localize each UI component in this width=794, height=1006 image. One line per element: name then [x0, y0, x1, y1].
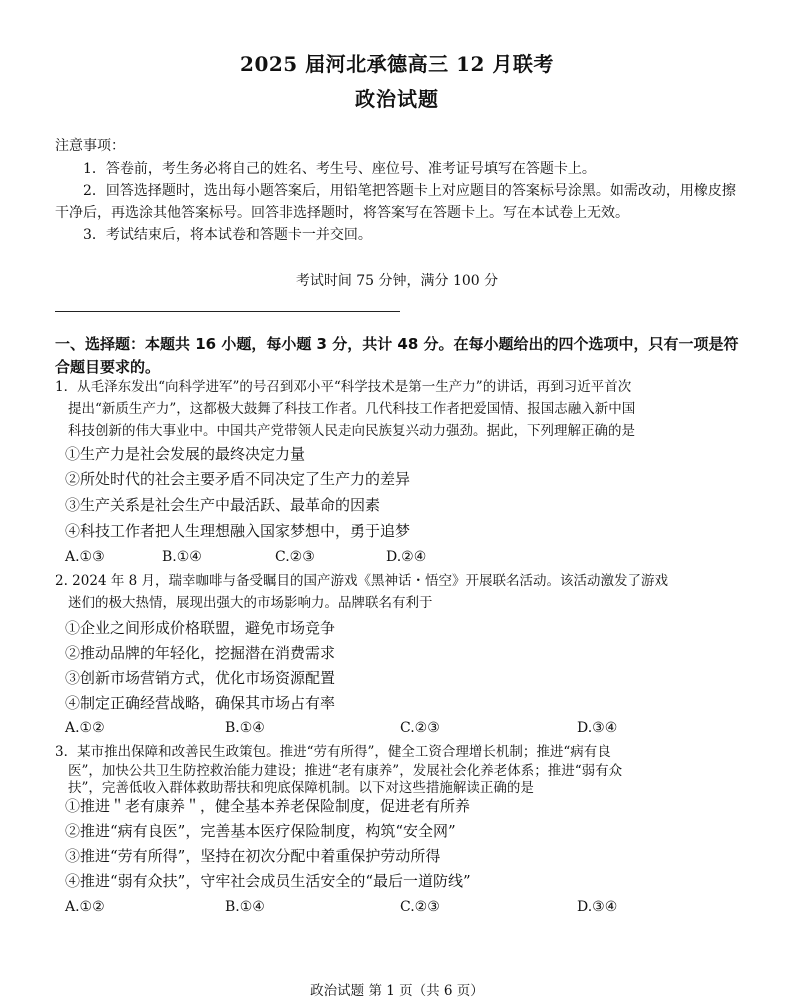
answer-choices: [65, 718, 745, 738]
question-option: ②推进“病有良医”，完善基本医疗保险制度，构筑“安全网”: [65, 822, 456, 840]
question-option: ③推进“劳有所得”，坚持在初次分配中着重保护劳动所得: [65, 847, 441, 865]
notice-item: 3．考试结束后，将本试卷和答题卡一并交回。: [83, 227, 372, 243]
notice-item: 1．答卷前，考生务必将自己的姓名、考生号、座位号、准考证号填写在答题卡上。: [83, 161, 596, 177]
question-option: ④推进“弱有众扶”，守牢社会成员生活安全的“最后一道防线”: [65, 872, 471, 890]
question-option: ③生产关系是社会生产中最活跃、最革命的因素: [65, 496, 381, 514]
choice-a: A.①③: [65, 549, 105, 565]
choice-d: D.③④: [577, 720, 618, 736]
choice-b: B.①④: [225, 720, 265, 736]
choice-b: B.①④: [162, 549, 202, 565]
choice-b: B.①④: [225, 899, 265, 915]
answer-choices: [65, 547, 745, 567]
divider-line: [55, 311, 400, 312]
question-stem-line: 2. 2024 年 8 月，瑞幸咖啡与备受瞩目的国产游戏《黑神话・悟空》开展联名活动。该活动激发了游戏: [55, 573, 668, 589]
question-option: ②推动品牌的年轻化，挖掘潜在消费需求: [65, 644, 336, 662]
question-stem-line: 提出“新质生产力”，这都极大鼓舞了科技工作者。几代科技工作者把爱国情、报国志融入新中国: [68, 401, 636, 417]
question-stem-line: 3．某市推出保障和改善民生政策包。推进“劳有所得”，健全工资合理增长机制；推进“病有良: [55, 744, 611, 760]
question-option: ①企业之间形成价格联盟，避免市场竞争: [65, 619, 336, 637]
answer-choices: [65, 897, 745, 917]
question-stem-line: 扶”，完善低收入群体救助帮扶和兜底保障机制。以下对这些措施解读正确的是: [68, 780, 534, 796]
notice-list: [55, 158, 745, 246]
question-option: ④制定正确经营战略，确保其市场占有率: [65, 694, 336, 712]
choice-d: D.②④: [386, 549, 427, 565]
section-heading: 一、选择题：本题共 16 小题，每小题 3 分，共计 48 分。在每小题给出的四个选项中，只有一项是符合题目要求的。: [55, 335, 739, 376]
choice-a: A.①②: [65, 899, 105, 915]
question-stem: [55, 570, 735, 614]
question-option: ①生产力是社会发展的最终决定力量: [65, 445, 306, 463]
question-option: ④科技工作者把人生理想融入国家梦想中，勇于追梦: [65, 522, 411, 540]
question-stem-line: 科技创新的伟大事业中。中国共产党带领人民走向民族复兴动力强劲。据此，下列理解正确的是: [68, 423, 635, 439]
choice-a: A.①②: [65, 720, 105, 736]
choice-d: D.③④: [577, 899, 618, 915]
question-option: ①推进＂老有康养＂，健全基本养老保险制度，促进老有所养: [65, 797, 471, 815]
exam-subject-title: 政治试题: [355, 87, 439, 111]
choice-c: C.②③: [400, 720, 440, 736]
question-stem-line: 迷们的极大热情，展现出强大的市场影响力。品牌联名有利于: [68, 595, 433, 611]
exam-title: 2025 届河北承德高三 12 月联考: [240, 52, 554, 76]
exam-time-info: 考试时间 75 分钟，满分 100 分: [295, 273, 499, 289]
notice-title: 注意事项：: [55, 138, 125, 154]
question-stem-line: 1．从毛泽东发出“向科学进军”的号召到邓小平“科学技术是第一生产力”的讲话，再到习近平首次: [55, 379, 632, 395]
question-stem: [55, 741, 735, 797]
question-option: ②所处时代的社会主要矛盾不同决定了生产力的差异: [65, 470, 411, 488]
question-option: ③创新市场营销方式，优化市场资源配置: [65, 669, 336, 687]
question-stem: [55, 376, 735, 442]
notice-item: 2．回答选择题时，选出每小题答案后，用铅笔把答题卡上对应题目的答案标号涂黑。如需改动，用橡皮擦干净后，再选涂其他答案标号。回答非选择题时，将答案写在答题卡上。写在本试卷上无效。: [55, 183, 736, 221]
choice-c: C.②③: [400, 899, 440, 915]
page-footer: 政治试题 第 1 页（共 6 页）: [310, 983, 484, 999]
question-stem-line: 医”，加快公共卫生防控救治能力建设；推进“老有康养”，发展社会化养老体系；推进“弱有众: [68, 763, 623, 779]
choice-c: C.②③: [275, 549, 315, 565]
